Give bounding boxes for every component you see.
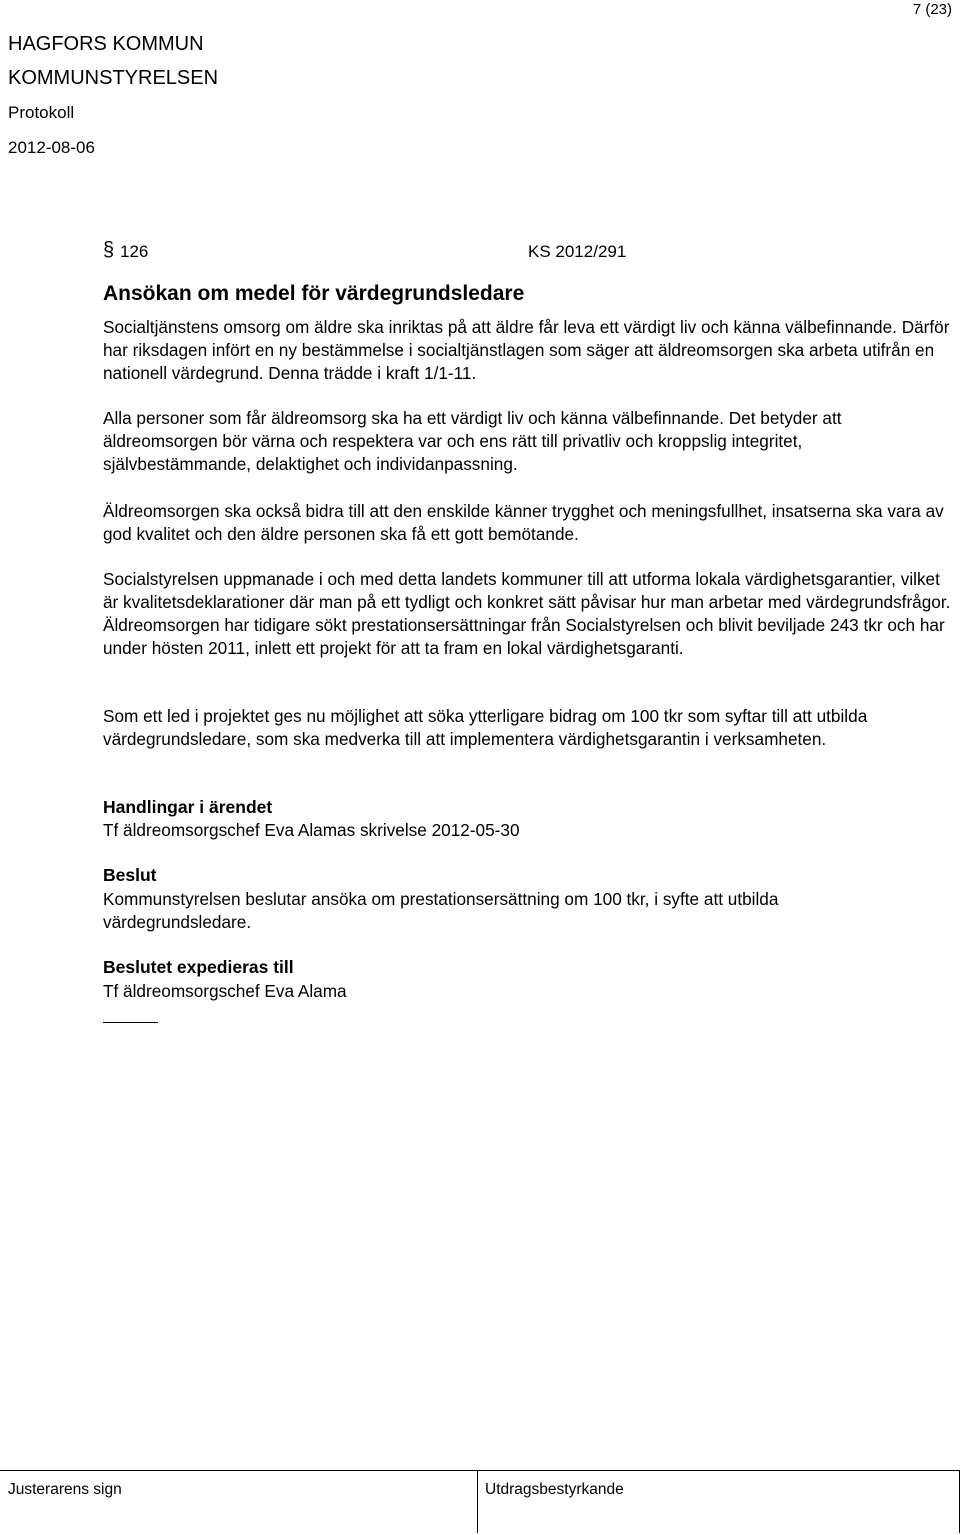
meeting-date: 2012-08-06: [8, 138, 95, 157]
board-name: KOMMUNSTYRELSEN: [8, 67, 219, 89]
footer-signature-box: [0, 1470, 960, 1532]
case-reference: KS 2012/291: [528, 242, 627, 261]
decision-heading: Beslut: [103, 865, 157, 885]
dispatch-heading: Beslutet expedieras till: [103, 957, 294, 977]
paragraph-3: Äldreomsorgen ska också bidra till att den enskilde känner trygghet och meningsfullhet, insatserna ska vara av god kvalitet och den äldre personen ska få ett gott bemötande.: [103, 501, 944, 544]
section-title: Ansökan om medel för värdegrundsledare: [103, 282, 525, 305]
paragraph-4: Socialstyrelsen uppmanade i och med detta landets kommuner till att utforma lokala värdighetsgarantier, vilket är kvalitetsdeklarationer där man på ett tydligt och konkret sätt påvisar hur man arbetar med värdegrundsfrågor. Äldreomsorgen har tidigare sökt prestationsersättningar från Socialstyrelsen och blivit beviljade 243 tkr och har under hösten 2011, inlett ett projekt för att ta fram en lokal värdighetsgaranti.: [103, 569, 951, 658]
documents-heading: Handlingar i ärendet: [103, 797, 273, 817]
paragraph-5: Som ett led i projektet ges nu möjlighet att söka ytterligare bidrag om 100 tkr som syftar till att utbilda värdegrundsledare, som ska medverka till att implementera värdighetsgarantin i verksamheten.: [103, 706, 868, 749]
end-rule: [103, 1022, 158, 1023]
extract-certification-label: Utdragsbestyrkande: [485, 1481, 624, 1498]
section-number: 126: [120, 242, 149, 261]
adjuster-sign-label: Justerarens sign: [8, 1481, 122, 1498]
documents-text: Tf äldreomsorgschef Eva Alamas skrivelse 2012-05-30: [103, 820, 520, 840]
footer-divider: [477, 1471, 478, 1533]
paragraph-2: Alla personer som får äldreomsorg ska ha ett värdigt liv och känna välbefinnande. Det betyder att äldreomsorgen bör värna och respektera var och ens rätt till privatliv och kroppslig integritet, självbestämmande, delaktighet och individanpassning.: [103, 408, 842, 474]
dispatch-text: Tf äldreomsorgschef Eva Alama: [103, 981, 347, 1001]
document-type: Protokoll: [8, 103, 75, 122]
municipality-name: HAGFORS KOMMUN: [8, 33, 204, 55]
paragraph-1: Socialtjänstens omsorg om äldre ska inriktas på att äldre får leva ett värdigt liv och känna välbefinnande. Därför har riksdagen infört en ny bestämmelse i socialtjänstlagen som säger att äldreomsorgen ska arbeta utifrån en nationell värdegrund. Denna trädde i kraft 1/1-11.: [103, 317, 950, 383]
page-number: 7 (23): [912, 1, 952, 18]
decision-text: Kommunstyrelsen beslutar ansöka om prestationsersättning om 100 tkr, i syfte att utbilda värdegrundsledare.: [103, 889, 779, 932]
paragraph-sign-icon: §: [103, 239, 115, 261]
